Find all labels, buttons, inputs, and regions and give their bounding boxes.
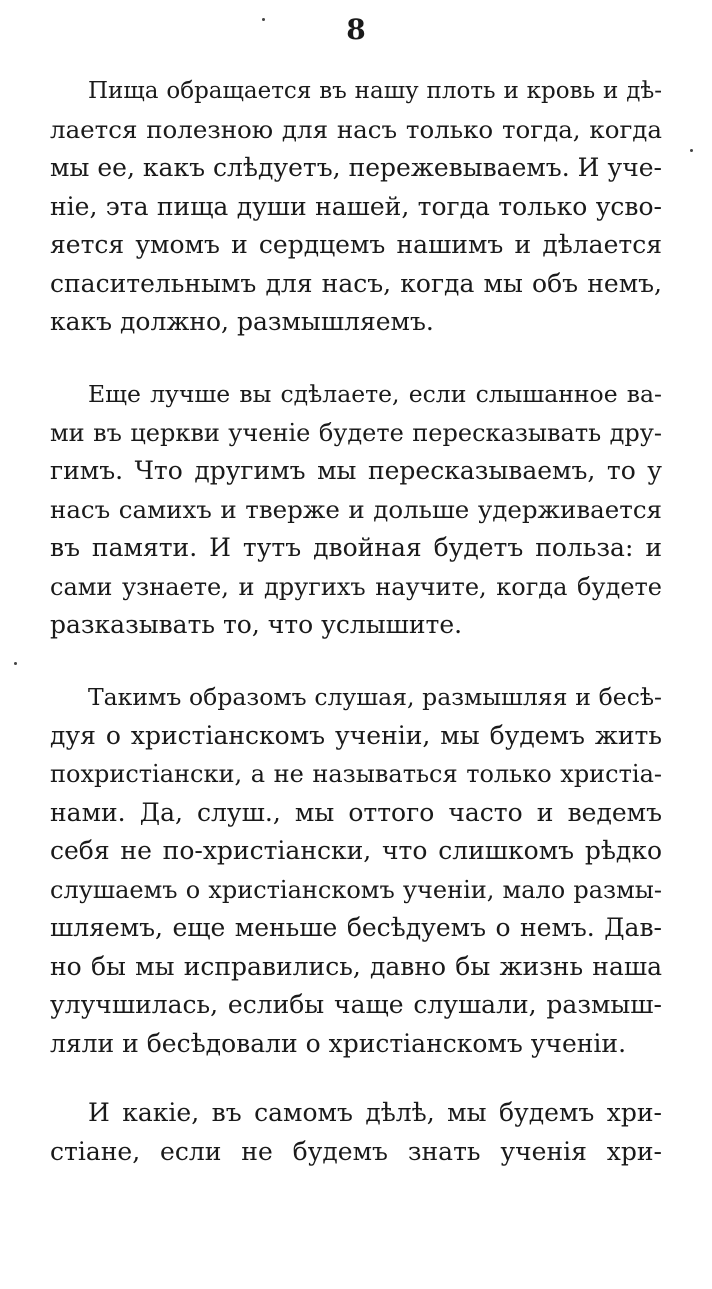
text-line: гимъ. Что другимъ мы пересказываемъ, то у [50,456,662,485]
text-line: насъ самихъ и тверже и дольше удерживается [50,494,662,524]
text-line: лается полезною для насъ только тогда, когда [50,114,662,144]
text-line: улучшилась, еслибы чаще слушали, размыш- [50,990,662,1019]
text-line: яется умомъ и сердцемъ нашимъ и дѣлается [50,230,662,259]
text-line: Такимъ образомъ слушая, размышляя и бесѣ- [88,683,662,711]
text-line: ляли и бесѣдовали о христіанскомъ ученіи. [50,1028,627,1058]
print-speck [262,18,265,21]
text-line: нами. Да, слуш., мы оттого часто и ведемъ [50,797,662,827]
text-line: И какіе, въ самомъ дѣлѣ, мы будемъ хри- [88,1098,662,1127]
page-number: 8 [346,13,366,46]
text-line: ніе, эта пища души нашей, тогда только усво- [50,191,662,221]
text-line: стіане, если не будемъ знать ученія хри- [50,1136,662,1166]
paragraph-3 [50,678,662,1063]
print-speck [690,149,693,152]
text-line: разказывать то, что услышите. [50,610,463,639]
text-line: шляемъ, еще меньше бесѣдуемъ о немъ. Дав- [50,913,662,942]
text-line: въ памяти. И тутъ двойная будетъ польза: и [50,533,662,562]
text-line: мы ее, какъ слѣдуетъ, пережевываемъ. И уче- [50,153,662,182]
text-line: дуя о христіанскомъ ученіи, мы будемъ жить [50,720,662,750]
text-line: похристіански, а не называться только христіа- [50,760,662,788]
text-line: Пища обращается въ нашу плоть и кровь и дѣ- [88,78,662,104]
text-line: себя не по-христіански, что слишкомъ рѣдко [50,836,662,865]
paragraph-2 [50,375,662,645]
text-line: спасительнымъ для насъ, когда мы объ немъ, [50,268,662,298]
paragraph-1 [50,72,662,342]
paragraph-4 [50,1094,662,1171]
text-line: сами узнаете, и другихъ научите, когда будете [50,572,662,601]
text-line: ми въ церкви ученіе будете пересказывать дру- [50,418,662,447]
text-line: слушаемъ о христіанскомъ ученіи, мало размы- [50,875,662,904]
text-line: но бы мы исправились, давно бы жизнь наша [50,951,662,981]
print-speck [14,662,17,665]
text-line: какъ должно, размышляемъ. [50,307,434,336]
text-line: Еще лучше вы сдѣлаете, если слышанное ва- [88,380,662,408]
